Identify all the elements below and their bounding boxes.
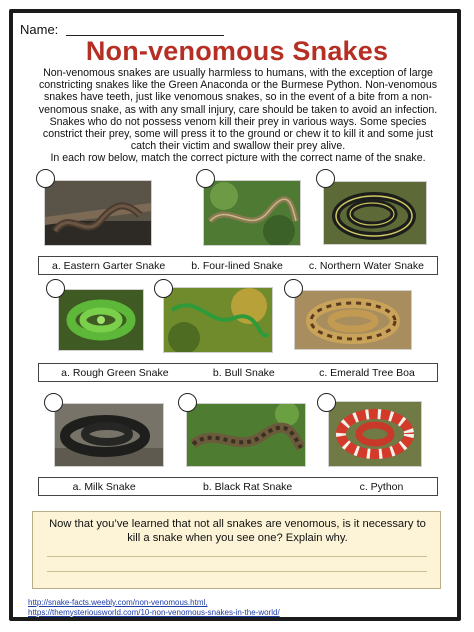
snake-photo-row3-2 bbox=[186, 403, 306, 467]
option-row3-b: b. Black Rat Snake bbox=[202, 480, 293, 493]
match-circle-row3-3[interactable] bbox=[317, 393, 336, 412]
sources bbox=[28, 598, 280, 617]
answer-box-row3 bbox=[38, 477, 438, 496]
page-title: Non-venomous Snakes bbox=[85, 36, 389, 66]
match-circle-row2-3[interactable] bbox=[284, 279, 303, 298]
snake-photo-row1-2 bbox=[203, 180, 301, 246]
match-circle-row2-1[interactable] bbox=[46, 279, 65, 298]
intro-paragraph: Non-venomous snakes are usually harmless to humans, with the exception of large constricting snakes like the Green Anaconda or the Burmese Python. Non-venomous snakes have teeth, just like venomous snakes, so in the event of a bite from a non-venomous snake, as with any small injury, care should be taken to avoid an infection. Snakes who do not possess venom kill their prey in various ways. Some species constrict their prey, some will press it to the ground or chew it to kill it and some just catch their victim and swallow their prey alive. bbox=[38, 67, 438, 153]
match-circle-row2-2[interactable] bbox=[154, 279, 173, 298]
snake-photo-row2-2 bbox=[163, 287, 273, 353]
question-text bbox=[33, 517, 442, 545]
match-circle-row3-2[interactable] bbox=[178, 393, 197, 412]
answer-line-1[interactable] bbox=[47, 556, 427, 557]
question-line-2: kill a snake when you see one? Explain why. bbox=[127, 532, 348, 544]
question-line-1: Now that you’ve learned that not all snakes are venomous, is it necessary to bbox=[49, 518, 426, 530]
option-row2-c: c. Emerald Tree Boa bbox=[319, 366, 415, 379]
option-row3-c: c. Python bbox=[359, 480, 404, 493]
snake-photo-row2-1 bbox=[58, 289, 144, 351]
option-row3-a: a. Milk Snake bbox=[72, 480, 136, 493]
snake-photo-row3-3 bbox=[328, 401, 422, 467]
option-row2-a: a. Rough Green Snake bbox=[61, 366, 169, 379]
question-box bbox=[32, 511, 441, 589]
match-circle-row1-2[interactable] bbox=[196, 169, 215, 188]
option-row1-c: c. Northern Water Snake bbox=[308, 259, 424, 272]
option-row1-a: a. Eastern Garter Snake bbox=[51, 259, 166, 272]
snake-photo-row2-3 bbox=[294, 290, 412, 350]
source-link-2[interactable]: https://themysteriousworld.com/10-non-venomous-snakes-in-the-world/ bbox=[28, 607, 280, 617]
option-row2-b: b. Bull Snake bbox=[212, 366, 275, 379]
match-circle-row1-3[interactable] bbox=[316, 169, 335, 188]
match-circle-row1-1[interactable] bbox=[36, 169, 55, 188]
option-row1-b: b. Four-lined Snake bbox=[191, 259, 283, 272]
intro-text bbox=[38, 67, 438, 165]
snake-photo-row1-3 bbox=[323, 181, 427, 245]
source-link-1[interactable]: http://snake-facts.weebly.com/non-venomous.html, bbox=[28, 598, 208, 607]
snake-photo-row1-1 bbox=[44, 180, 152, 246]
answer-line-2[interactable] bbox=[47, 571, 427, 572]
answer-box-row1 bbox=[38, 256, 438, 275]
snake-photo-row3-1 bbox=[54, 403, 164, 467]
match-circle-row3-1[interactable] bbox=[44, 393, 63, 412]
answer-box-row2 bbox=[38, 363, 438, 382]
name-label: Name: bbox=[20, 22, 59, 37]
intro-instruction: In each row below, match the correct picture with the correct name of the snake. bbox=[50, 152, 426, 165]
